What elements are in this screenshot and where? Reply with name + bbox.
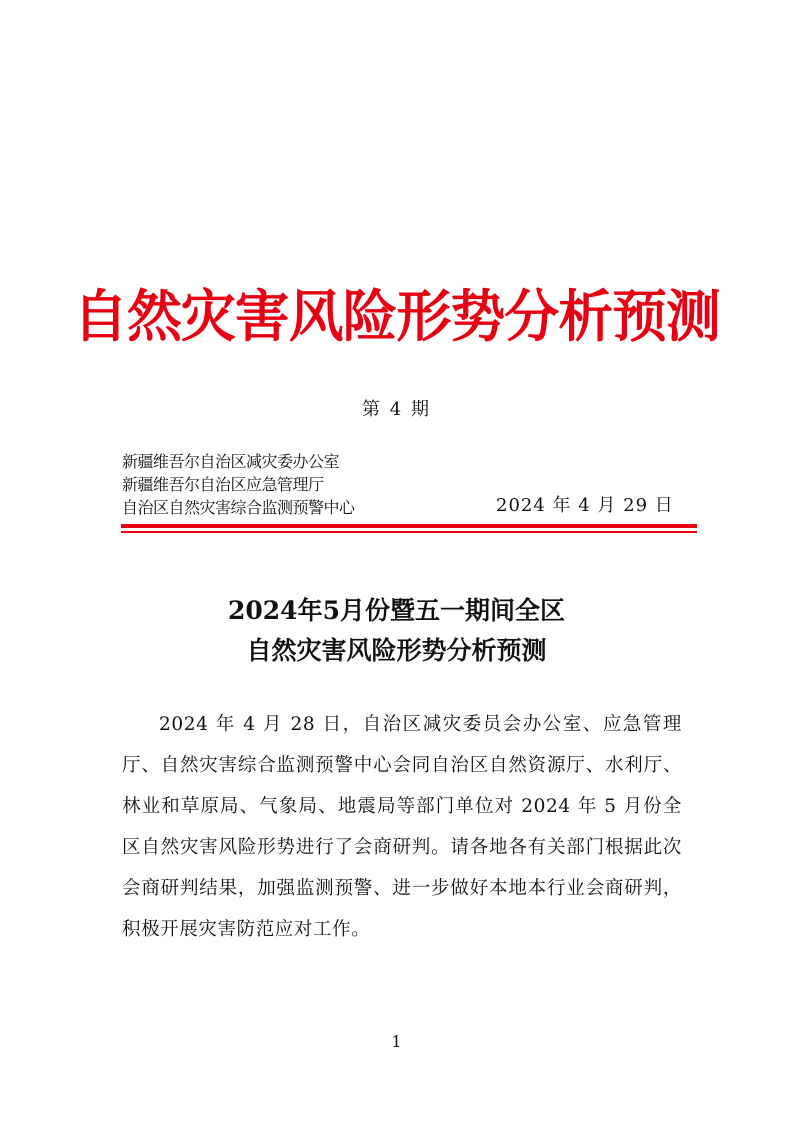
- red-divider-thin: [121, 531, 697, 533]
- document-title: [0, 591, 793, 671]
- issue-number: 第 4 期: [362, 399, 431, 420]
- issuer-line: 新疆维吾尔自治区减灾委办公室: [122, 452, 340, 471]
- issue-date: 2024 年 4 月 29 日: [496, 495, 674, 516]
- page-number: 1: [391, 1032, 402, 1051]
- issuing-organizations: [122, 450, 355, 519]
- document-title-line: 自然灾害风险形势分析预测: [246, 636, 547, 665]
- issuer-line: 自治区自然灾害综合监测预警中心: [122, 498, 355, 517]
- issuer-line: 新疆维吾尔自治区应急管理厅: [122, 475, 324, 494]
- red-divider-thick: [121, 524, 697, 528]
- masthead-title: 自然灾害风险形势分析预测: [73, 285, 720, 350]
- body-paragraph: 2024 年 4 月 28 日，自治区减灾委员会办公室、应急管理厅、自然灾害综合监测预警中心会同自治区自然资源厅、水利厅、林业和草原局、气象局、地震局等部门单位对 2024 年 5 月份全区自然灾害风险形势进行了会商研判。请各地各有关部门根据此次会商研判结果，加强监测预警、进一步做好本地本行业会商研判，积极开展灾害防范应对工作。: [122, 714, 682, 940]
- document-title-line: 2024年5月份暨五一期间全区: [228, 596, 565, 625]
